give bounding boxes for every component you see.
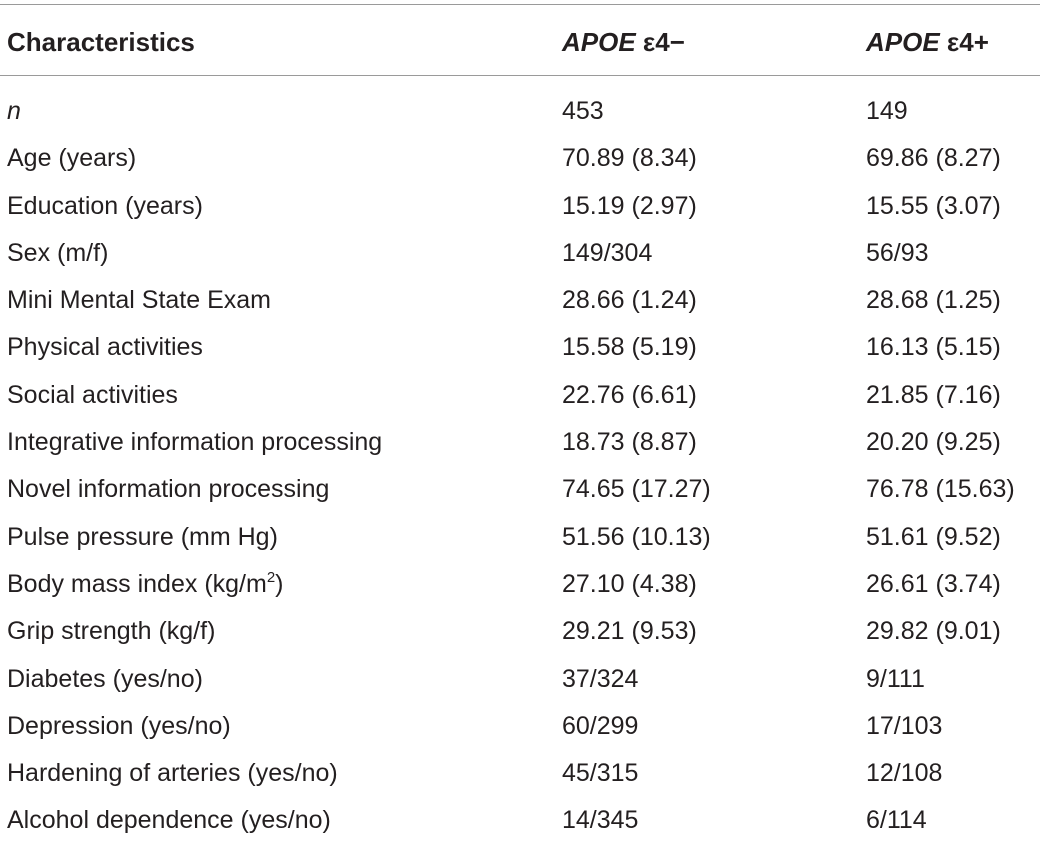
table-row	[0, 656, 1040, 703]
row-label: Integrative information processing	[7, 428, 383, 457]
table-row	[0, 135, 1040, 182]
value-apoe-negative: 74.65 (17.27)	[562, 475, 711, 504]
top-rule	[0, 4, 1040, 5]
value-apoe-positive: 17/103	[866, 711, 943, 740]
row-label: Alcohol dependence (yes/no)	[7, 806, 331, 835]
table-row	[0, 372, 1040, 419]
table-body	[0, 88, 1040, 845]
value-apoe-negative: 15.58 (5.19)	[562, 333, 697, 362]
row-label: Grip strength (kg/f)	[7, 617, 216, 646]
value-apoe-positive: 76.78 (15.63)	[866, 475, 1015, 504]
header-characteristics: Characteristics	[7, 27, 195, 57]
table-row	[0, 324, 1040, 371]
value-apoe-negative: 37/324	[562, 664, 639, 693]
value-apoe-negative: 28.66 (1.24)	[562, 286, 697, 315]
table-row	[0, 419, 1040, 466]
table-row	[0, 88, 1040, 135]
value-apoe-negative: 51.56 (10.13)	[562, 522, 711, 551]
value-apoe-positive: 12/108	[866, 759, 943, 788]
row-label: Depression (yes/no)	[7, 711, 231, 740]
table-row	[0, 277, 1040, 324]
table-row	[0, 230, 1040, 277]
row-label: Age (years)	[7, 144, 137, 173]
value-apoe-negative: 29.21 (9.53)	[562, 617, 697, 646]
value-apoe-positive: 21.85 (7.16)	[866, 380, 1001, 409]
table-row	[0, 466, 1040, 513]
value-apoe-positive: 56/93	[866, 238, 929, 267]
row-label: Mini Mental State Exam	[7, 286, 271, 315]
value-apoe-negative: 15.19 (2.97)	[562, 191, 697, 220]
header-apoe-e4-negative	[562, 20, 685, 64]
value-apoe-negative: 22.76 (6.61)	[562, 380, 697, 409]
value-apoe-positive: 69.86 (8.27)	[866, 144, 1001, 173]
header-gene-label: APOE	[562, 27, 636, 57]
row-label: Education (years)	[7, 191, 203, 220]
row-label-tail: )	[275, 569, 284, 598]
value-apoe-negative: 18.73 (8.87)	[562, 428, 697, 457]
header-apoe-e4-positive	[866, 20, 989, 64]
table-row	[0, 797, 1040, 844]
value-apoe-positive: 29.82 (9.01)	[866, 617, 1001, 646]
value-apoe-negative: 27.10 (4.38)	[562, 569, 697, 598]
row-label-superscript: 2	[266, 568, 276, 586]
header-allele-label: ε4−	[642, 27, 685, 57]
table-row	[0, 514, 1040, 561]
row-label: Social activities	[7, 380, 178, 409]
value-apoe-negative: 14/345	[562, 806, 639, 835]
value-apoe-positive: 26.61 (3.74)	[866, 569, 1001, 598]
header-gene-label: APOE	[866, 27, 940, 57]
table-row	[0, 608, 1040, 655]
value-apoe-negative: 453	[562, 97, 604, 125]
value-apoe-positive: 149	[866, 97, 908, 125]
table-row	[0, 750, 1040, 797]
header-allele-label: ε4+	[946, 27, 989, 57]
value-apoe-positive: 28.68 (1.25)	[866, 286, 1001, 315]
table-row	[0, 703, 1040, 750]
value-apoe-positive: 16.13 (5.15)	[866, 333, 1001, 362]
value-apoe-positive: 6/114	[866, 806, 927, 835]
value-apoe-negative: 149/304	[562, 238, 653, 267]
row-label: Diabetes (yes/no)	[7, 664, 203, 693]
row-label-text: Body mass index (kg/m	[7, 569, 267, 598]
value-apoe-positive: 9/111	[866, 664, 925, 693]
row-label: Physical activities	[7, 333, 203, 362]
table-header	[0, 20, 1040, 64]
row-label: Sex (m/f)	[7, 238, 109, 267]
row-label	[7, 561, 284, 608]
value-apoe-positive: 51.61 (9.52)	[866, 522, 1001, 551]
row-label: Hardening of arteries (yes/no)	[7, 759, 338, 788]
row-label: Novel information processing	[7, 475, 330, 504]
table-row	[0, 561, 1040, 608]
row-label: Pulse pressure (mm Hg)	[7, 522, 278, 551]
value-apoe-negative: 60/299	[562, 711, 639, 740]
header-rule	[0, 75, 1040, 76]
value-apoe-positive: 20.20 (9.25)	[866, 428, 1001, 457]
value-apoe-negative: 45/315	[562, 759, 639, 788]
value-apoe-negative: 70.89 (8.34)	[562, 144, 697, 173]
table-row	[0, 183, 1040, 230]
row-label: n	[7, 97, 21, 125]
value-apoe-positive: 15.55 (3.07)	[866, 191, 1001, 220]
